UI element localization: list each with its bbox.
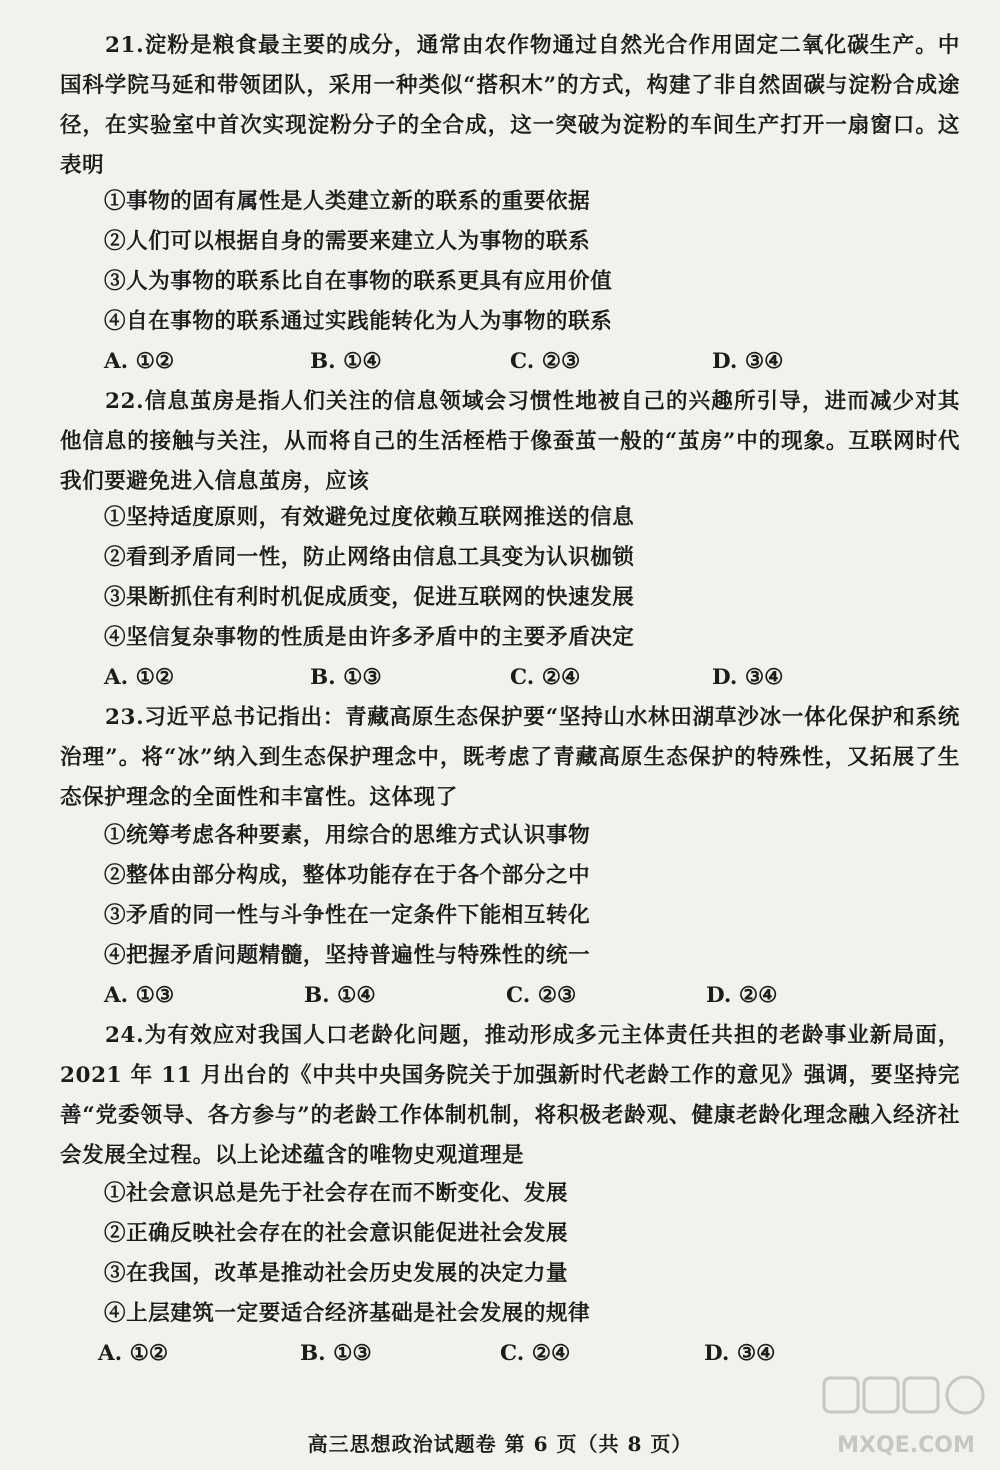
- question-stem: 24.为有效应对我国人口老龄化问题，推动形成多元主体责任共担的老龄事业新局面，2021 年 11 月出台的《中共中央国务院关于加强新时代老龄工作的意见》强调，要坚持完善“党委领导、各方参与”的老龄工作体制机制，将积极老龄观、健康老龄化理念融入经济社会发展全过程。以上论述蕴含的唯物史观道理是: [60, 1023, 960, 1168]
- choice-b: B. ①③: [310, 665, 382, 690]
- page-footer: 高三思想政治试题卷 第 6 页（共 8 页）: [307, 1432, 693, 1456]
- option-item: ②看到矛盾同一性，防止网络由信息工具变为认识枷锁: [104, 545, 635, 570]
- question-stem: 22.信息茧房是指人们关注的信息领域会习惯性地被自己的兴趣所引导，进而减少对其他信息的接触与关注，从而将自己的生活桎梏于像蚕茧一般的“茧房”中的现象。互联网时代我们要避免进入信息茧房，应该: [60, 389, 960, 494]
- option-item: ②正确反映社会存在的社会意识能促进社会发展: [104, 1221, 569, 1246]
- choice-d: D. ②④: [706, 983, 778, 1008]
- choice-d: D. ③④: [712, 665, 784, 690]
- choice-a: A. ①②: [104, 665, 175, 690]
- option-item: ④自在事物的联系通过实践能转化为人为事物的联系: [104, 309, 613, 334]
- option-item: ④上层建筑一定要适合经济基础是社会发展的规律: [104, 1301, 591, 1326]
- option-item: ①社会意识总是先于社会存在而不断变化、发展: [104, 1181, 569, 1206]
- choice-b: B. ①④: [310, 349, 382, 374]
- option-item: ③在我国，改革是推动社会历史发展的决定力量: [104, 1261, 569, 1286]
- choice-a: A. ①②: [98, 1341, 169, 1366]
- choice-a: A. ①②: [104, 349, 175, 374]
- option-item: ①统筹考虑各种要素，用综合的思维方式认识事物: [104, 823, 591, 848]
- option-item: ③果断抓住有利时机促成质变，促进互联网的快速发展: [104, 585, 635, 610]
- option-item: ③矛盾的同一性与斗争性在一定条件下能相互转化: [104, 903, 591, 928]
- question-stem: 23.习近平总书记指出：青藏高原生态保护要“坚持山水林田湖草沙冰一体化保护和系统治理”。将“冰”纳入到生态保护理念中，既考虑了青藏高原生态保护的特殊性，又拓展了生态保护理念的全面性和丰富性。这体现了: [60, 705, 960, 810]
- option-item: ④坚信复杂事物的性质是由许多矛盾中的主要矛盾决定: [104, 625, 635, 650]
- answer-choices: [0, 1334, 1000, 1374]
- answer-choices: [0, 976, 1000, 1016]
- choice-c: C. ②③: [506, 983, 577, 1008]
- answer-choices: [0, 658, 1000, 698]
- choice-c: C. ②④: [510, 665, 581, 690]
- choice-c: C. ②③: [510, 349, 581, 374]
- option-item: ①事物的固有属性是人类建立新的联系的重要依据: [104, 189, 591, 214]
- choice-d: D. ③④: [704, 1341, 776, 1366]
- option-item: ④把握矛盾问题精髓，坚持普遍性与特殊性的统一: [104, 943, 591, 968]
- option-item: ②整体由部分构成，整体功能存在于各个部分之中: [104, 863, 591, 888]
- choice-b: B. ①③: [300, 1341, 372, 1366]
- answer-choices: [0, 342, 1000, 382]
- question-stem: 21.淀粉是粮食最主要的成分，通常由农作物通过自然光合作用固定二氧化碳生产。中国科学院马延和带领团队，采用一种类似“搭积木”的方式，构建了非自然固碳与淀粉合成途径，在实验室中首次实现淀粉分子的全合成，这一突破为淀粉的车间生产打开一扇窗口。这表明: [60, 33, 960, 178]
- option-item: ③人为事物的联系比自在事物的联系更具有应用价值: [104, 269, 613, 294]
- choice-b: B. ①④: [304, 983, 376, 1008]
- choice-d: D. ③④: [712, 349, 784, 374]
- choice-c: C. ②④: [500, 1341, 571, 1366]
- watermark-text: MXQE.COM: [837, 1433, 975, 1458]
- watermark-logo: [820, 1372, 992, 1464]
- option-item: ②人们可以根据自身的需要来建立人为事物的联系: [104, 229, 591, 254]
- choice-a: A. ①③: [104, 983, 175, 1008]
- option-item: ①坚持适度原则，有效避免过度依赖互联网推送的信息: [104, 505, 635, 530]
